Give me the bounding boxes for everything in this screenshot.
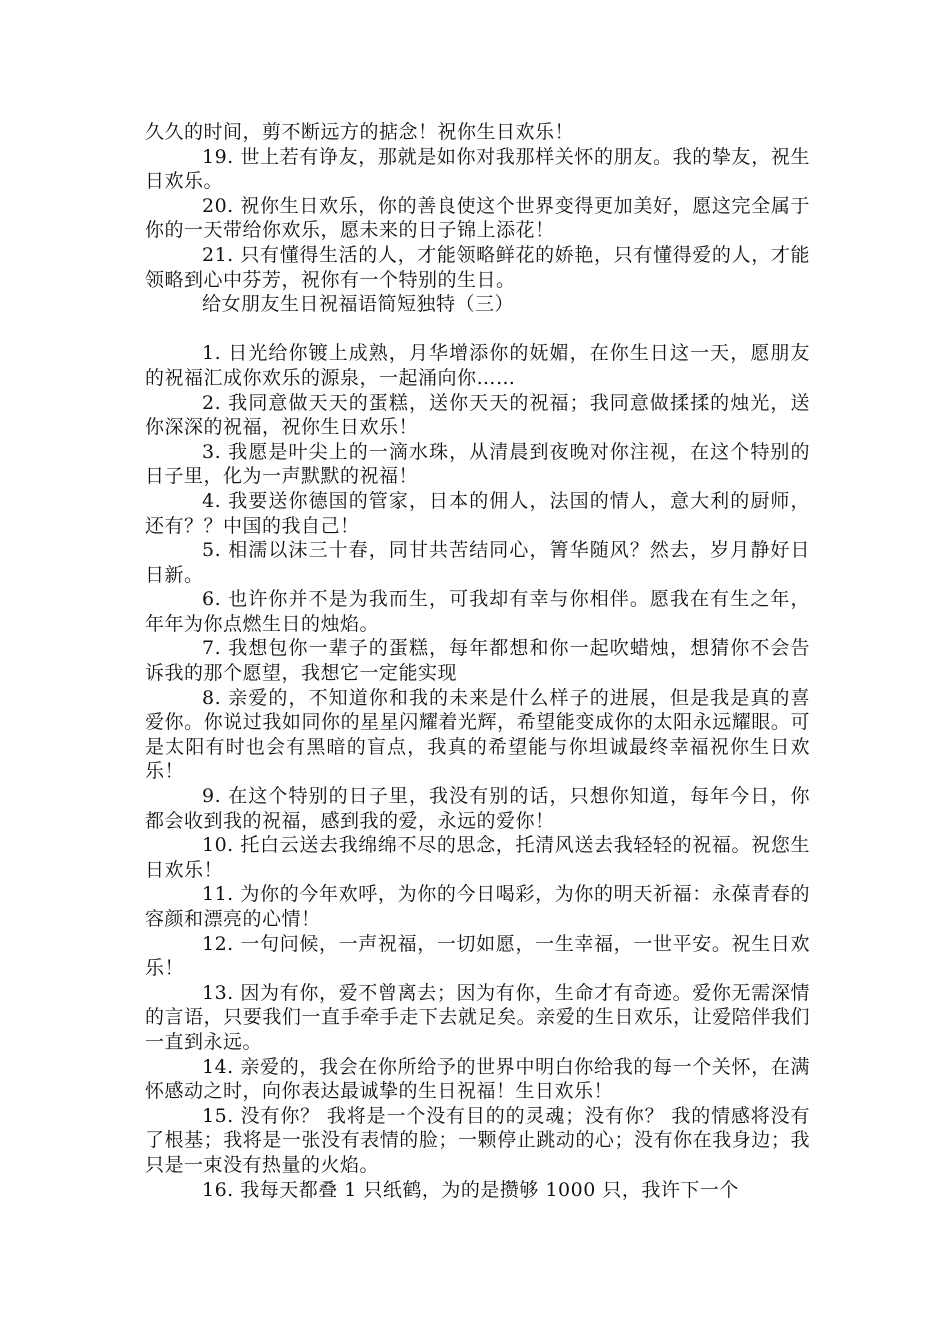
paragraph-19: 19. 世上若有诤友，那就是如你对我那样关怀的朋友。我的挚友，祝生日欢乐。 (145, 145, 810, 193)
paragraph-10: 10. 托白云送去我绵绵不尽的思念，托清风送去我轻轻的祝福。祝您生日欢乐！ (145, 834, 810, 881)
paragraph-continuation: 久久的时间，剪不断远方的掂念！祝你生日欢乐！ (145, 121, 575, 143)
paragraph-13: 13. 因为有你，爱不曾离去；因为有你，生命才有奇迹。爱你无需深情的言语，只要我们一直手牵手走下去就足矣。亲爱的生日欢乐，让爱陪伴我们一直到永远。 (145, 981, 810, 1053)
paragraph-1: 1. 日光给你镀上成熟，月华增添你的妩媚，在你生日这一天，愿朋友的祝福汇成你欢乐的源泉，一起涌向你…… (145, 342, 810, 389)
document-body (145, 120, 810, 1202)
paragraph-12: 12. 一句问候，一声祝福，一切如愿，一生幸福，一世平安。祝生日欢乐！ (145, 932, 810, 980)
paragraph-14: 14. 亲爱的，我会在你所给予的世界中明白你给我的每一个关怀，在满怀感动之时，向你表达最诚挚的生日祝福！生日欢乐！ (145, 1055, 810, 1103)
paragraph-6: 6. 也许你并不是为我而生，可我却有幸与你相伴。愿我在有生之年，年年为你点燃生日的烛焰。 (145, 588, 810, 635)
paragraph-3: 3. 我愿是叶尖上的一滴水珠，从清晨到夜晚对你注视，在这个特别的日子里，化为一声默默的祝福！ (145, 440, 810, 488)
paragraph-16: 16. 我每天都叠 1 只纸鹤，为的是攒够 1000 只，我许下一个 (202, 1178, 739, 1201)
paragraph-21: 21. 只有懂得生活的人，才能领略鲜花的娇艳，只有懂得爱的人，才能领略到心中芬芳，祝你有一个特别的生日。 (145, 243, 810, 291)
paragraph-11: 11. 为你的今年欢呼，为你的今日喝彩，为你的明天祈福：永葆青春的容颜和漂亮的心情！ (145, 883, 810, 930)
paragraph-4: 4. 我要送你德国的管家，日本的佣人，法国的情人，意大利的厨师，还有？？中国的我自己！ (145, 489, 810, 537)
section-heading: 给女朋友生日祝福语简短独特（三） (202, 293, 515, 316)
paragraph-15: 15. 没有你？ 我将是一个没有目的的灵魂；没有你？ 我的情感将没有了根基；我将是一张没有表情的脸；一颗停止跳动的心；没有你在我身边；我只是一束没有热量的火焰。 (145, 1104, 810, 1176)
blank-line (145, 317, 810, 342)
paragraph-9: 9. 在这个特别的日子里，我没有别的话，只想你知道，每年今日，你都会收到我的祝福，感到我的爱，永远的爱你！ (145, 785, 810, 832)
paragraph-5: 5. 相濡以沫三十春，同甘共苦结同心，箐华随风？然去，岁月静好日日新。 (145, 539, 810, 586)
paragraph-2: 2. 我同意做天天的蛋糕，送你天天的祝福；我同意做揉揉的烛光，送你深深的祝福，祝你生日欢乐！ (145, 391, 810, 439)
paragraph-8: 8. 亲爱的，不知道你和我的未来是什么样子的进展，但是我是真的喜爱你。你说过我如同你的星星闪耀着光辉，希望能变成你的太阳永远耀眼。可是太阳有时也会有黑暗的盲点，我真的希望能与你坦诚最终幸福祝你生日欢乐！ (145, 686, 810, 783)
paragraph-7: 7. 我想包你一辈子的蛋糕，每年都想和你一起吹蜡烛，想猜你不会告诉我的那个愿望，我想它一定能实现 (145, 637, 810, 685)
paragraph-20: 20. 祝你生日欢乐，你的善良使这个世界变得更加美好，愿这完全属于你的一天带给你欢乐，愿未来的日子锦上添花！ (145, 194, 810, 242)
